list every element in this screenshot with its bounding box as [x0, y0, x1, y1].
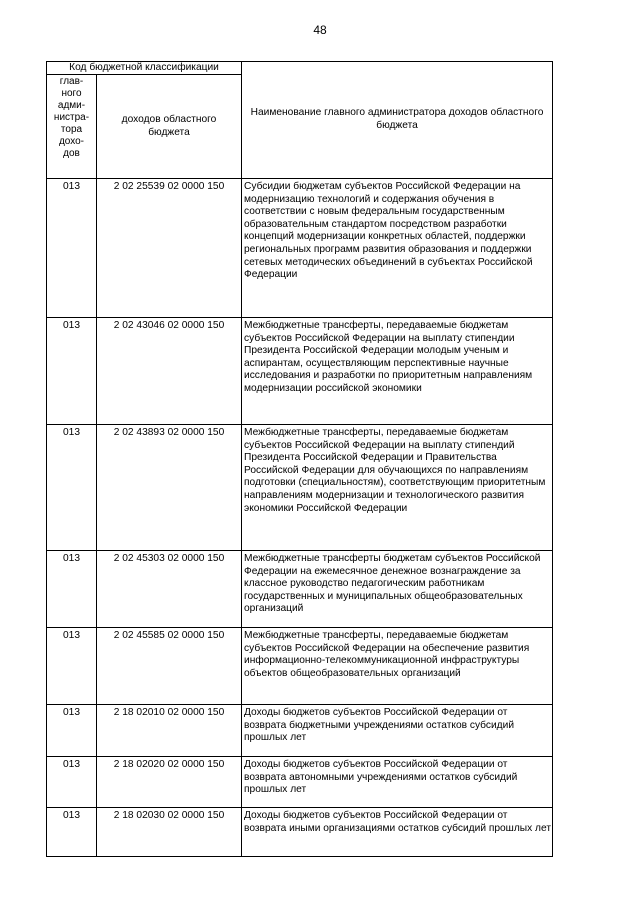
income-name-cell: Субсидии бюджетам субъектов Российской Федерации на модернизацию технологий и содержания обучения в соответствии с новым федеральным государственным образовательным стандартом посредством разработки концепций модернизации конкретных областей, поддержки региональных программ развития образования и поддержки сетевых методических объединений в субъектах Российской Федерации: [242, 179, 553, 318]
header-administrator-name: Наименование главного администратора доходов областного бюджета: [242, 62, 553, 179]
income-name-cell: Доходы бюджетов субъектов Российской Федерации от возврата автономными учреждениями остатков субсидий прошлых лет: [242, 757, 553, 808]
income-code-cell: 2 18 02010 02 0000 150: [97, 705, 242, 757]
header-regional-budget-income: [97, 75, 242, 179]
table-row: [47, 318, 553, 425]
admin-code-cell: 013: [47, 705, 97, 757]
table-row: [47, 551, 553, 628]
admin-code-cell: 013: [47, 318, 97, 425]
income-name-cell: Доходы бюджетов субъектов Российской Федерации от возврата иными организациями остатков субсидий прошлых лет: [242, 808, 553, 857]
income-name-cell: Межбюджетные трансферты бюджетам субъектов Российской Федерации на ежемесячное денежное вознаграждение за классное руководство педагогическим работникам государственных и муниципальных общеобразовательных организаций: [242, 551, 553, 628]
table-row: [47, 705, 553, 757]
admin-code-cell: 013: [47, 757, 97, 808]
header-regional-budget-income-label: доходов областного бюджета: [121, 113, 217, 138]
income-code-cell: 2 02 43893 02 0000 150: [97, 425, 242, 551]
income-name-cell: Межбюджетные трансферты, передаваемые бюджетам субъектов Российской Федерации на выплату стипендии Президента Российской Федерации молодым ученым и аспирантам, осуществляющим перспективные научные исследования и разработки по приоритетным направлениям модернизации российской экономики: [242, 318, 553, 425]
income-name-cell: Межбюджетные трансферты, передаваемые бюджетам субъектов Российской Федерации на обеспечение развития информационно-телекоммуникационной инфраструктуры объектов общеобразовательных организаций: [242, 628, 553, 705]
admin-code-cell: 013: [47, 425, 97, 551]
admin-code-cell: 013: [47, 808, 97, 857]
table-row: [47, 179, 553, 318]
income-code-cell: 2 02 43046 02 0000 150: [97, 318, 242, 425]
income-code-cell: 2 18 02030 02 0000 150: [97, 808, 242, 857]
income-name-cell: Межбюджетные трансферты, передаваемые бюджетам субъектов Российской Федерации на выплату стипендий Президента Российской Федерации и Правительства Российской Федерации для обучающихся по направлениям подготовки (специальностям), соответствующим приоритетным направлениям модернизации и технологического развития экономики Российской Федерации: [242, 425, 553, 551]
income-code-cell: 2 02 45585 02 0000 150: [97, 628, 242, 705]
income-code-cell: 2 02 45303 02 0000 150: [97, 551, 242, 628]
header-budget-classification-code: Код бюджетной классификации: [47, 62, 242, 75]
table-row: [47, 808, 553, 857]
admin-code-cell: 013: [47, 551, 97, 628]
page-number: 48: [313, 23, 327, 37]
header-row-group: [47, 62, 553, 75]
admin-code-cell: 013: [47, 628, 97, 705]
header-chief-administrator: [47, 75, 97, 179]
income-code-cell: 2 02 25539 02 0000 150: [97, 179, 242, 318]
income-code-cell: 2 18 02020 02 0000 150: [97, 757, 242, 808]
admin-code-cell: 013: [47, 179, 97, 318]
budget-classification-table: [46, 61, 553, 857]
table-row: [47, 425, 553, 551]
table-row: [47, 757, 553, 808]
table-row: [47, 628, 553, 705]
income-name-cell: Доходы бюджетов субъектов Российской Федерации от возврата бюджетными учреждениями остатков субсидий прошлых лет: [242, 705, 553, 757]
header-chief-administrator-label: глав-ного адми-нистра-тора дохо-дов: [53, 76, 90, 159]
